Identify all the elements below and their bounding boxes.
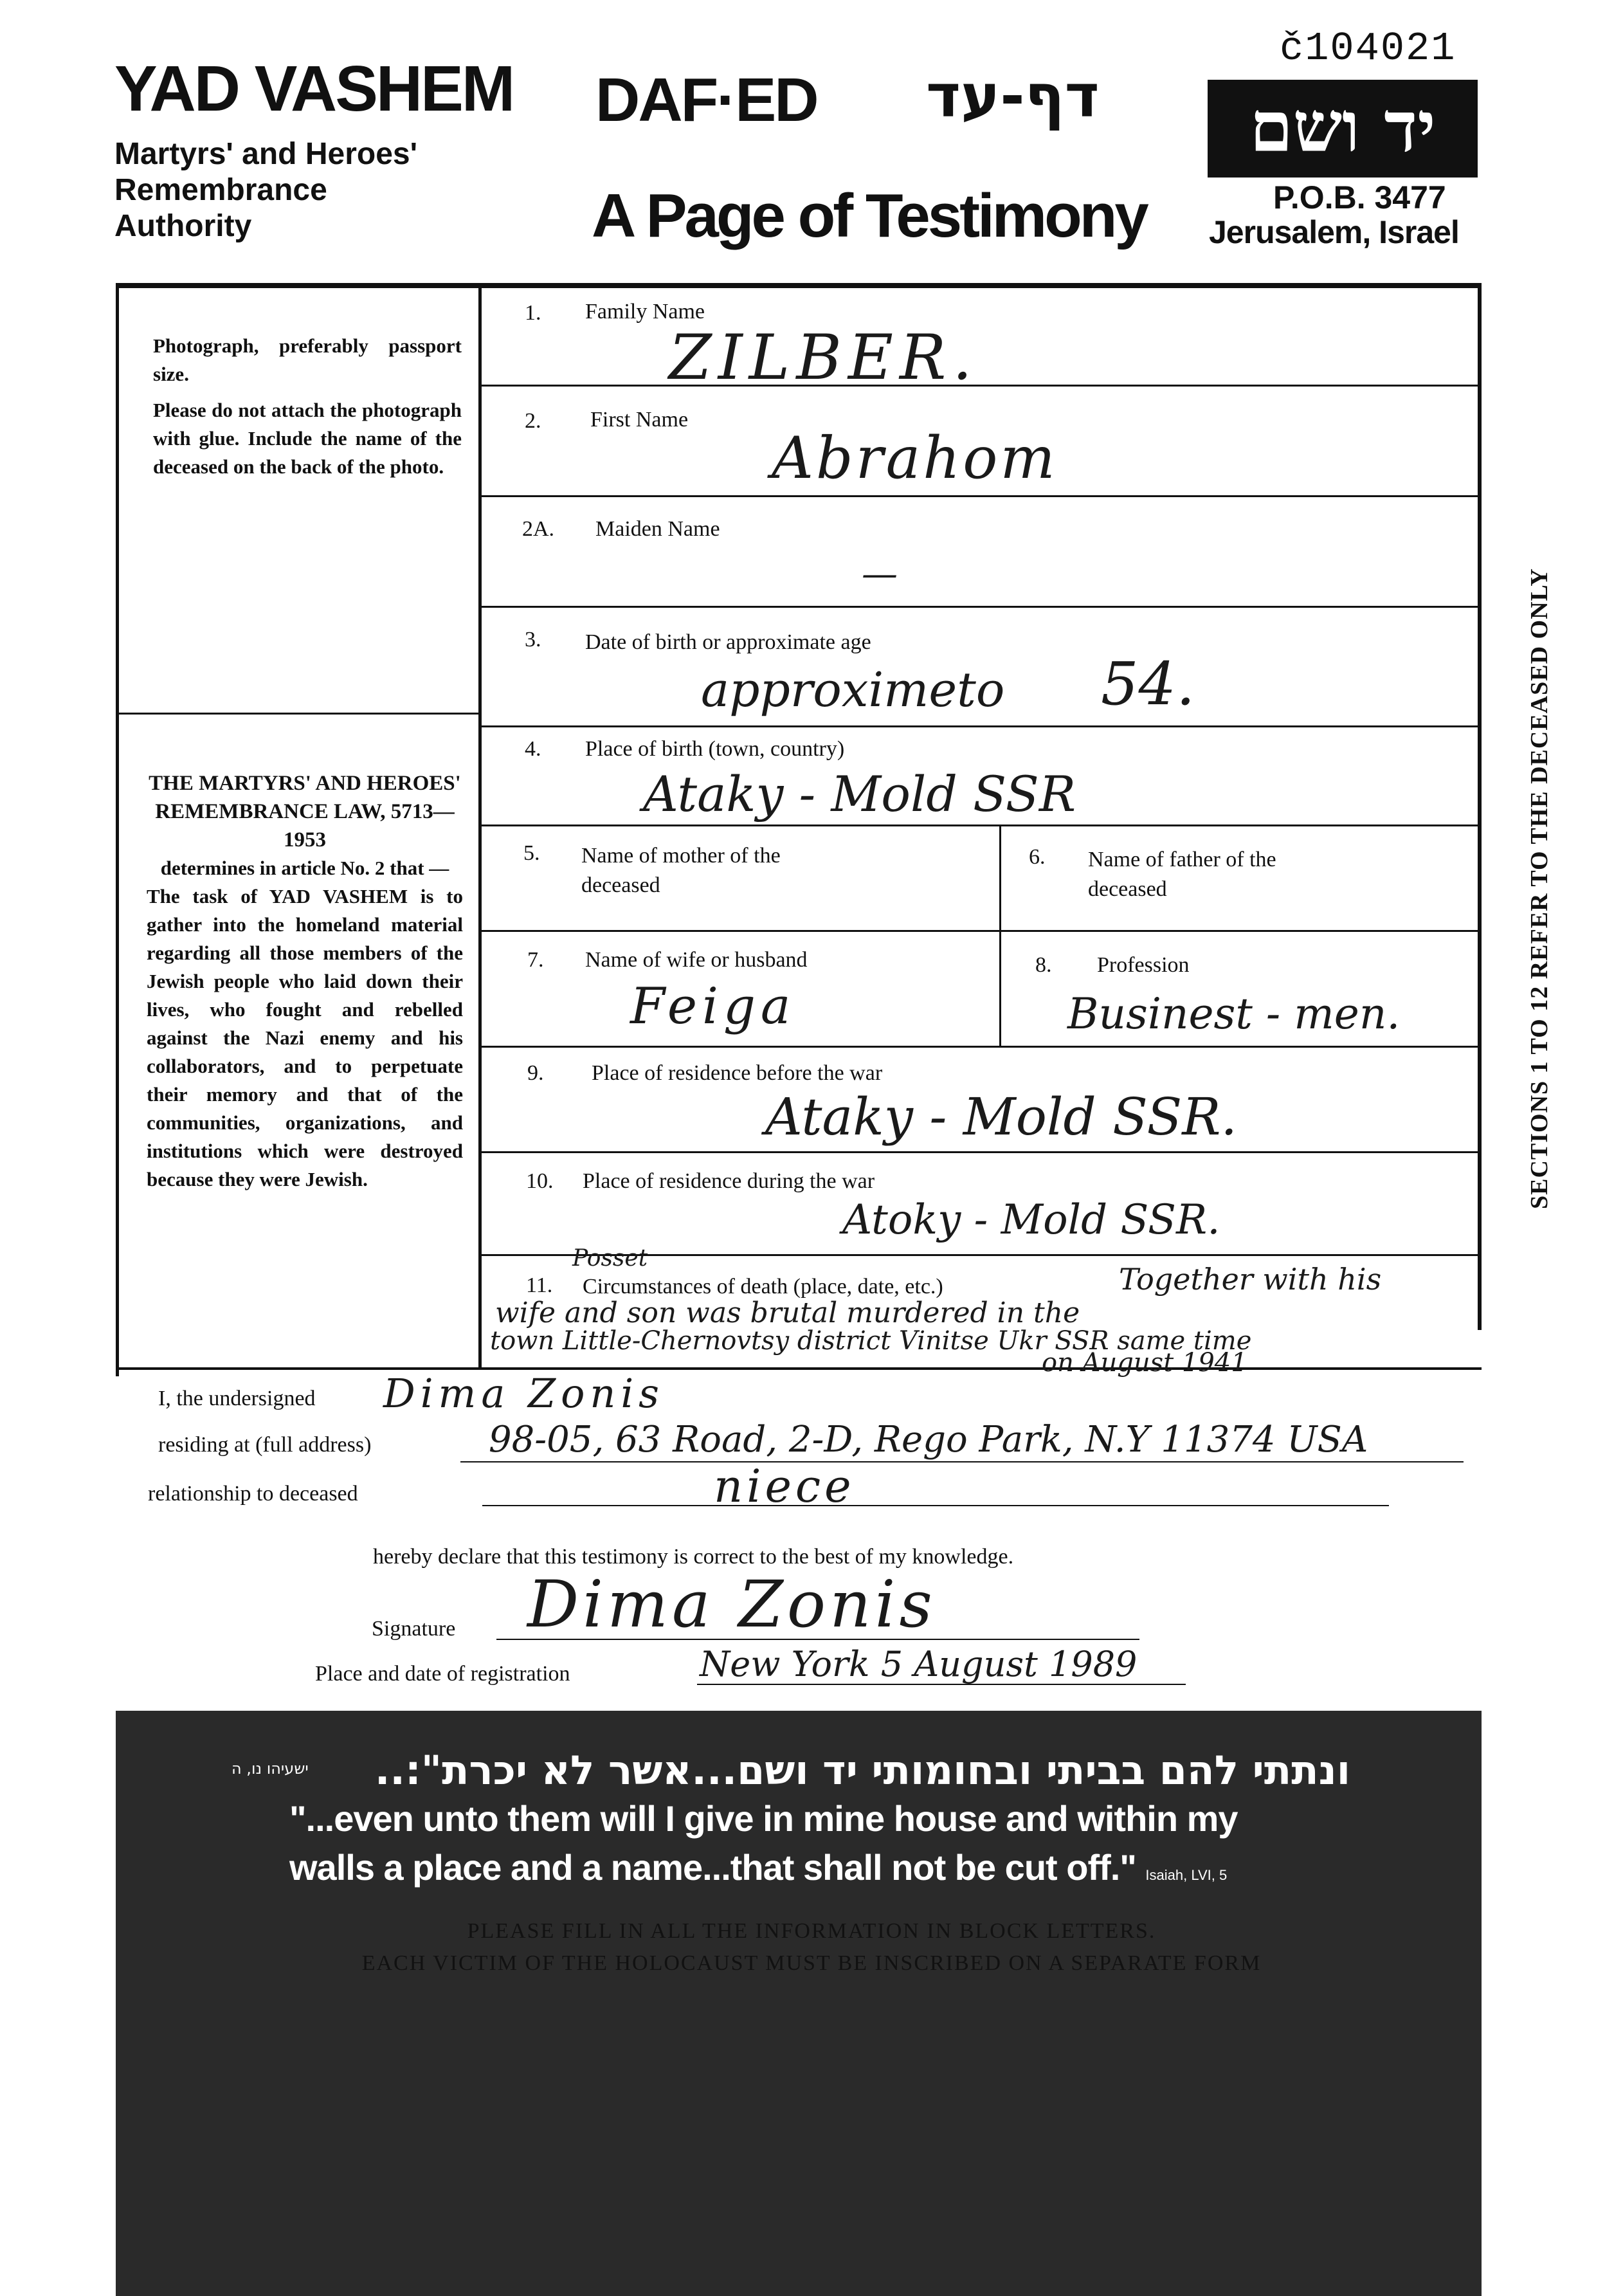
field-number: 2. [525, 409, 541, 433]
org-title: YAD VASHEM [114, 53, 514, 125]
declarant-address-value[interactable]: 98-05, 63 Road, 2-D, Rego Park, N.Y 11374 USA [489, 1419, 1368, 1461]
maiden-name-value[interactable]: — [862, 553, 898, 595]
profession-value[interactable]: Businest - men. [1067, 989, 1401, 1039]
father-name-label-line: deceased [1088, 877, 1167, 901]
photo-size-note: Photograph, preferably passport size. [153, 334, 462, 385]
residence-before-war-label: Place of residence before the war [592, 1061, 883, 1085]
mother-name-label [581, 841, 781, 900]
daf-ed-title: DAF·ED [595, 66, 817, 134]
footer-instruction: PLEASE FILL IN ALL THE INFORMATION IN BLOCK LETTERS. [467, 1919, 1156, 1943]
field-number: 4. [525, 737, 541, 761]
wife-profession-divider [999, 931, 1001, 1046]
field-number: 9. [527, 1061, 544, 1085]
father-name-label [1088, 845, 1276, 904]
field-number: 7. [527, 948, 544, 972]
family-name-label: Family Name [585, 300, 705, 323]
document-number: č104021 [1280, 26, 1456, 71]
mother-name-label-line: deceased [581, 873, 660, 897]
signature-label: Signature [372, 1617, 456, 1641]
row-divider [480, 1046, 1478, 1048]
first-name-label: First Name [590, 408, 689, 432]
row-divider [480, 1151, 1478, 1153]
death-circumstances-note: Posset [572, 1245, 648, 1271]
org-subtitle-line: Martyrs' and Heroes' [114, 137, 417, 171]
banner-hebrew-reference: ישעיהו נו, ה [231, 1760, 309, 1778]
banner-english-line-2 [289, 1843, 1511, 1900]
field-number: 6. [1029, 845, 1046, 869]
org-subtitle-line: Authority [114, 209, 252, 243]
death-circumstances-value-line[interactable]: wife and son was brutal murdered in the [495, 1297, 1080, 1329]
registration-value[interactable]: New York 5 August 1989 [700, 1644, 1138, 1684]
death-circumstances-value-line[interactable]: town Little-Chernovtsy district Vinitse Ukr SSR same time [490, 1326, 1252, 1356]
row-divider [480, 385, 1478, 387]
field-number: 11. [526, 1273, 553, 1297]
relationship-label: relationship to deceased [148, 1482, 358, 1506]
banner-english-quote [289, 1794, 1511, 1900]
photo-instructions [153, 332, 462, 489]
field-number: 8. [1035, 953, 1052, 977]
row-divider [480, 725, 1478, 727]
field-number: 5. [523, 841, 540, 865]
death-circumstances-value-line[interactable]: on August 1941 [1042, 1348, 1247, 1378]
residence-during-war-value[interactable]: Atoky - Mold SSR. [842, 1196, 1220, 1244]
address-label: residing at (full address) [158, 1433, 372, 1457]
field-number: 2A. [522, 517, 555, 541]
row-divider [480, 606, 1478, 608]
profession-label: Profession [1097, 953, 1190, 977]
org-subtitle [114, 136, 500, 244]
death-circumstances-label: Circumstances of death (place, date, etc.) [583, 1275, 943, 1298]
law-body: The task of YAD VASHEM is to gather into the homeland material regarding all those members of the Jewish people who laid down their lives, who fought and rebelled against the Nazi enemy and his collaborators, and to perpetuate their memory and that of the communities, organizations, and institutions which were destroyed because they were Jewish. [147, 885, 463, 1190]
form-left-border [116, 283, 119, 1376]
first-name-value[interactable]: Abrahom [772, 424, 1058, 492]
law-intro: determines in article No. 2 that — [160, 857, 449, 879]
mother-father-divider [999, 826, 1001, 930]
spouse-name-label: Name of wife or husband [585, 948, 808, 972]
undersigned-label: I, the undersigned [158, 1387, 316, 1410]
father-name-label-line: Name of father of the [1088, 848, 1276, 871]
declaration-text: hereby declare that this testimony is correct to the best of my knowledge. [373, 1545, 1014, 1569]
mother-name-label-line: Name of mother of the [581, 844, 781, 868]
city: Jerusalem, Israel [1209, 214, 1459, 250]
daf-ed-hebrew-title: דף-עד [926, 62, 1100, 131]
banner-english-line-text: walls a place and a name...that shall not be cut off." [289, 1847, 1136, 1888]
banner-hebrew-quote: ונתתי להם בביתי ובחומותי יד ושם...אשר לא יכרת":.. [374, 1747, 1350, 1794]
law-title: THE MARTYRS' AND HEROES' REMEMBRANCE LAW, 5713—1953 [149, 772, 461, 852]
field-number: 1. [525, 301, 541, 325]
birth-place-label: Place of birth (town, country) [585, 737, 845, 761]
header-rule [116, 283, 1482, 288]
birth-place-value[interactable]: Ataky - Mold SSR [643, 765, 1076, 823]
address-underline [460, 1461, 1464, 1462]
law-text-block [147, 769, 463, 1194]
birth-date-approx-value[interactable]: approximeto [701, 662, 1005, 718]
spouse-name-value[interactable]: Feiga [630, 978, 796, 1035]
signature-value[interactable]: Dima Zonis [527, 1567, 936, 1642]
death-circumstances-value-line[interactable]: Together with his [1119, 1262, 1382, 1297]
po-box: P.O.B. 3477 [1273, 179, 1446, 215]
org-subtitle-line: Remembrance [114, 173, 327, 207]
birth-date-label: Date of birth or approximate age [585, 630, 871, 654]
left-column-divider [478, 288, 482, 1369]
residence-before-war-value[interactable]: Ataky - Mold SSR. [765, 1087, 1237, 1147]
family-name-value[interactable]: ZILBER. [669, 322, 979, 394]
banner-english-line: "...even unto them will I give in mine house and within my [289, 1798, 1238, 1839]
birth-age-value[interactable]: 54. [1101, 650, 1195, 718]
residence-during-war-label: Place of residence during the war [583, 1169, 875, 1193]
row-divider [480, 495, 1478, 497]
maiden-name-label: Maiden Name [595, 517, 720, 541]
relationship-underline [482, 1505, 1389, 1506]
sections-side-note: SECTIONS 1 TO 12 REFER TO THE DECEASED ONLY [1526, 568, 1553, 1209]
field-number: 3. [525, 628, 541, 651]
page-title: A Page of Testimony [592, 181, 1147, 250]
relationship-value[interactable]: niece [714, 1460, 855, 1513]
row-divider [480, 930, 1478, 932]
photo-attach-note: Please do not attach the photograph with glue. Include the name of the deceased on the back of the photo. [153, 399, 462, 478]
logo-hebrew-text: יד ושם [1249, 87, 1436, 168]
declarant-section-rule [116, 1367, 1482, 1370]
row-divider [480, 825, 1478, 826]
registration-label: Place and date of registration [315, 1662, 570, 1686]
left-column-separator [116, 713, 480, 715]
declarant-name-value[interactable]: Dima Zonis [383, 1370, 664, 1417]
form-right-border [1478, 288, 1482, 1330]
field-number: 10. [526, 1169, 554, 1193]
footer-instruction: EACH VICTIM OF THE HOLOCAUST MUST BE INSCRIBED ON A SEPARATE FORM [361, 1951, 1262, 1975]
banner-english-reference: Isaiah, LVI, 5 [1145, 1867, 1228, 1883]
